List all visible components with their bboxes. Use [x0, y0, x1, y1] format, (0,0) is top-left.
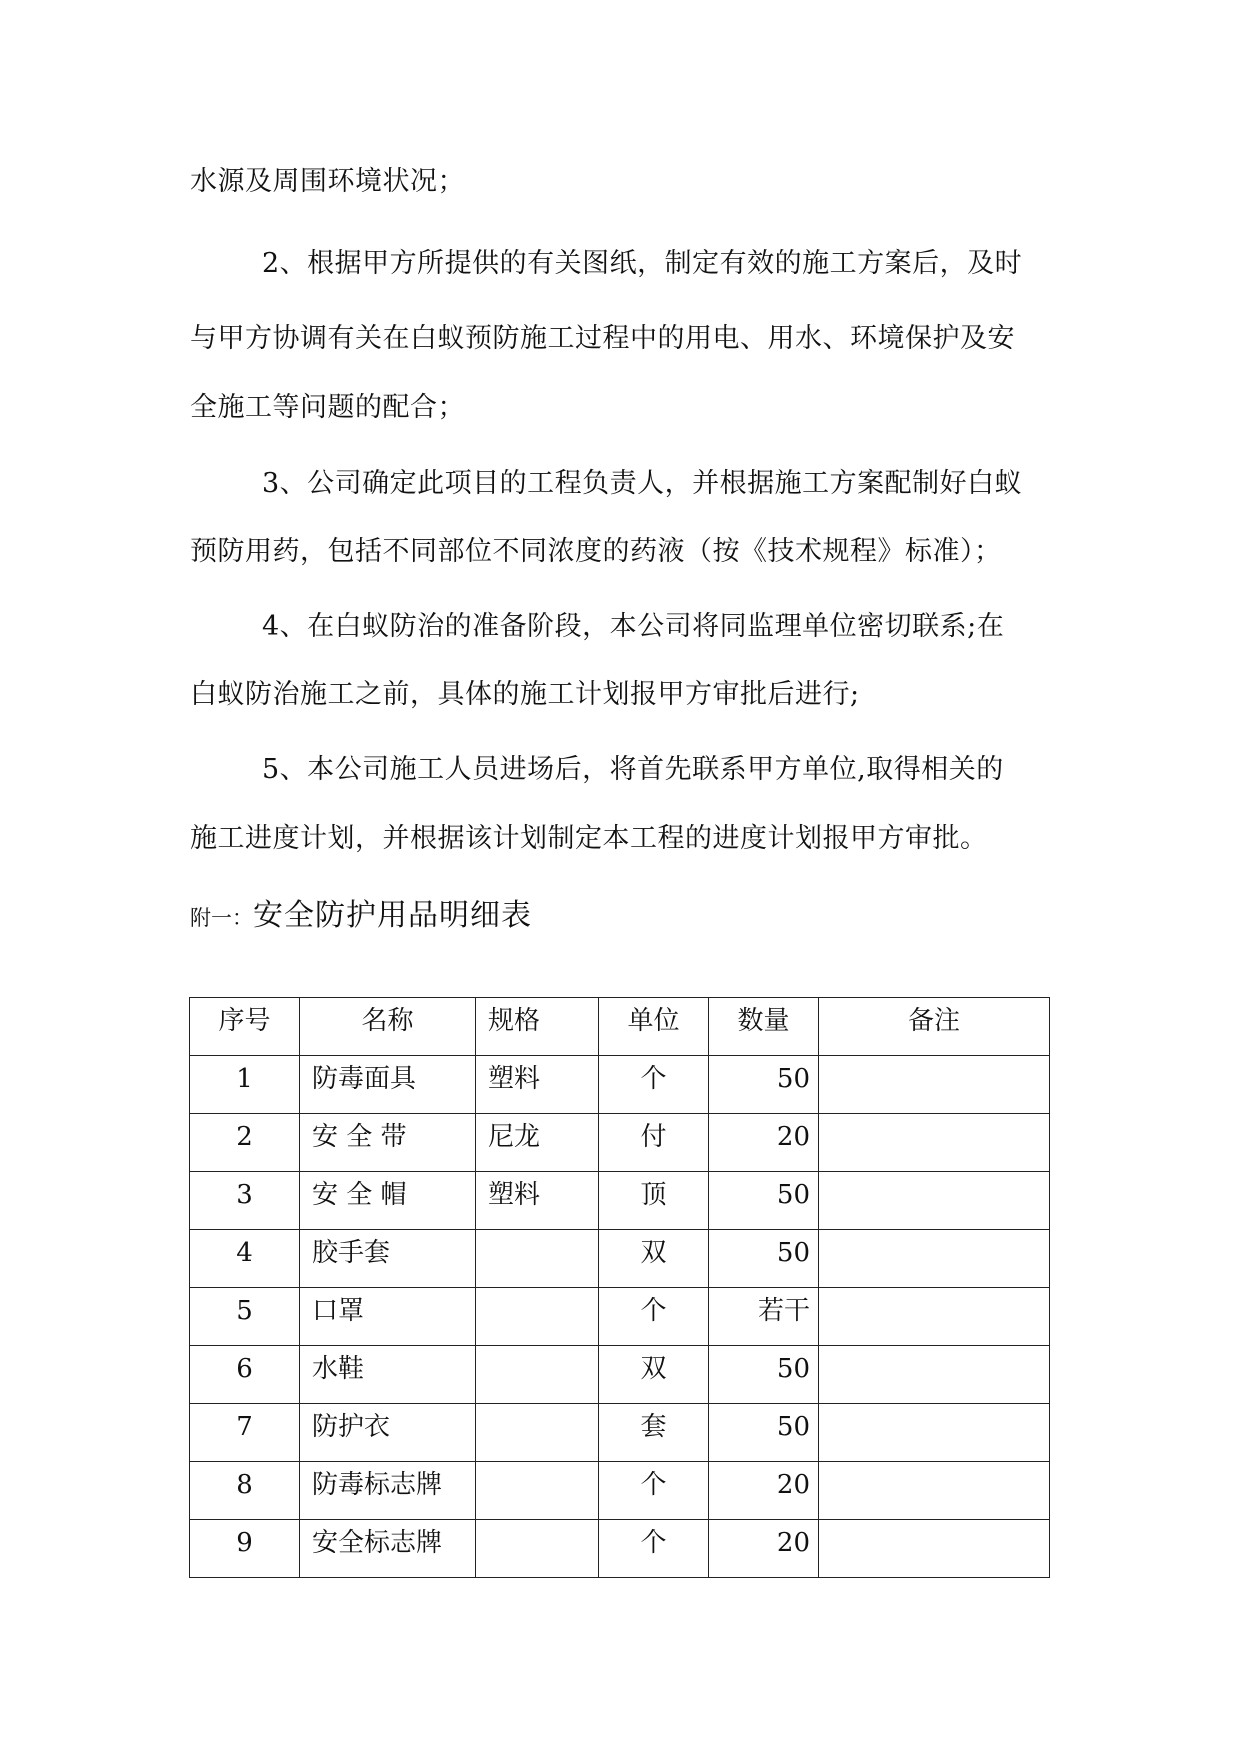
header-spec: 规格 [476, 998, 599, 1056]
paragraph-1-line-1: 水源及周围环境状况； [190, 166, 465, 197]
cell-index: 7 [190, 1404, 300, 1462]
table-row [190, 1056, 1050, 1114]
cell-unit: 顶 [599, 1172, 709, 1230]
table-row [190, 1114, 1050, 1172]
cell-remark [819, 1172, 1050, 1230]
safety-equipment-table [189, 997, 1050, 1578]
cell-quantity: 50 [709, 1056, 819, 1114]
cell-remark [819, 1230, 1050, 1288]
cell-quantity: 50 [709, 1230, 819, 1288]
cell-unit: 双 [599, 1230, 709, 1288]
cell-remark [819, 1520, 1050, 1578]
cell-remark [819, 1346, 1050, 1404]
cell-index: 9 [190, 1520, 300, 1578]
paragraph-3-line-2: 预防用药，包括不同部位不同浓度的药液（按《技术规程》标准）； [190, 536, 1002, 567]
paragraph-2-line-1: 2、根据甲方所提供的有关图纸，制定有效的施工方案后，及时 [262, 248, 1023, 279]
header-index: 序号 [190, 998, 300, 1056]
cell-unit: 付 [599, 1114, 709, 1172]
table-row [190, 1462, 1050, 1520]
cell-spec [476, 1462, 599, 1520]
cell-remark [819, 1404, 1050, 1462]
table-row [190, 1230, 1050, 1288]
cell-remark [819, 1462, 1050, 1520]
cell-name: 水鞋 [300, 1346, 476, 1404]
cell-quantity: 50 [709, 1346, 819, 1404]
cell-quantity: 20 [709, 1462, 819, 1520]
paragraph-5-line-2: 施工进度计划，并根据该计划制定本工程的进度计划报甲方审批。 [190, 823, 988, 854]
cell-spec: 尼龙 [476, 1114, 599, 1172]
paragraph-2-line-2: 与甲方协调有关在白蚁预防施工过程中的用电、用水、环境保护及安 [190, 323, 1015, 354]
paragraph-3-line-1: 3、公司确定此项目的工程负责人，并根据施工方案配制好白蚁 [262, 468, 1023, 499]
cell-spec [476, 1404, 599, 1462]
header-quantity: 数量 [709, 998, 819, 1056]
cell-name: 防护衣 [300, 1404, 476, 1462]
cell-index: 1 [190, 1056, 300, 1114]
appendix-title: 安全防护用品明细表 [253, 898, 532, 933]
cell-index: 4 [190, 1230, 300, 1288]
cell-index: 3 [190, 1172, 300, 1230]
table-row [190, 1346, 1050, 1404]
cell-remark [819, 1114, 1050, 1172]
cell-remark [819, 1288, 1050, 1346]
cell-spec [476, 1346, 599, 1404]
cell-index: 5 [190, 1288, 300, 1346]
table-row [190, 1404, 1050, 1462]
cell-name: 安 全 帽 [300, 1172, 476, 1230]
cell-unit: 双 [599, 1346, 709, 1404]
table-header-row [190, 998, 1050, 1056]
table-row [190, 1288, 1050, 1346]
cell-name: 胶手套 [300, 1230, 476, 1288]
header-name: 名称 [300, 998, 476, 1056]
cell-unit: 个 [599, 1288, 709, 1346]
cell-unit: 个 [599, 1056, 709, 1114]
cell-spec [476, 1230, 599, 1288]
cell-unit: 套 [599, 1404, 709, 1462]
cell-name: 安 全 带 [300, 1114, 476, 1172]
cell-name: 防毒标志牌 [300, 1462, 476, 1520]
cell-spec [476, 1288, 599, 1346]
cell-quantity: 50 [709, 1172, 819, 1230]
cell-name: 防毒面具 [300, 1056, 476, 1114]
header-unit: 单位 [599, 998, 709, 1056]
cell-quantity: 50 [709, 1404, 819, 1462]
cell-remark [819, 1056, 1050, 1114]
appendix-heading [190, 890, 532, 934]
cell-unit: 个 [599, 1520, 709, 1578]
table-row [190, 1172, 1050, 1230]
cell-quantity: 20 [709, 1520, 819, 1578]
cell-index: 6 [190, 1346, 300, 1404]
cell-name: 口罩 [300, 1288, 476, 1346]
cell-index: 2 [190, 1114, 300, 1172]
paragraph-2-line-3: 全施工等问题的配合； [190, 392, 465, 423]
cell-index: 8 [190, 1462, 300, 1520]
appendix-prefix: 附一： [190, 906, 253, 930]
paragraph-4-line-2: 白蚁防治施工之前，具体的施工计划报甲方审批后进行; [190, 679, 860, 710]
cell-spec: 塑料 [476, 1172, 599, 1230]
header-remark: 备注 [819, 998, 1050, 1056]
cell-quantity: 20 [709, 1114, 819, 1172]
cell-name: 安全标志牌 [300, 1520, 476, 1578]
table-row [190, 1520, 1050, 1578]
cell-quantity: 若干 [709, 1288, 819, 1346]
cell-unit: 个 [599, 1462, 709, 1520]
cell-spec: 塑料 [476, 1056, 599, 1114]
paragraph-5-line-1: 5、本公司施工人员进场后，将首先联系甲方单位,取得相关的 [262, 754, 1004, 785]
paragraph-4-line-1: 4、在白蚁防治的准备阶段，本公司将同监理单位密切联系;在 [262, 611, 1005, 642]
cell-spec [476, 1520, 599, 1578]
